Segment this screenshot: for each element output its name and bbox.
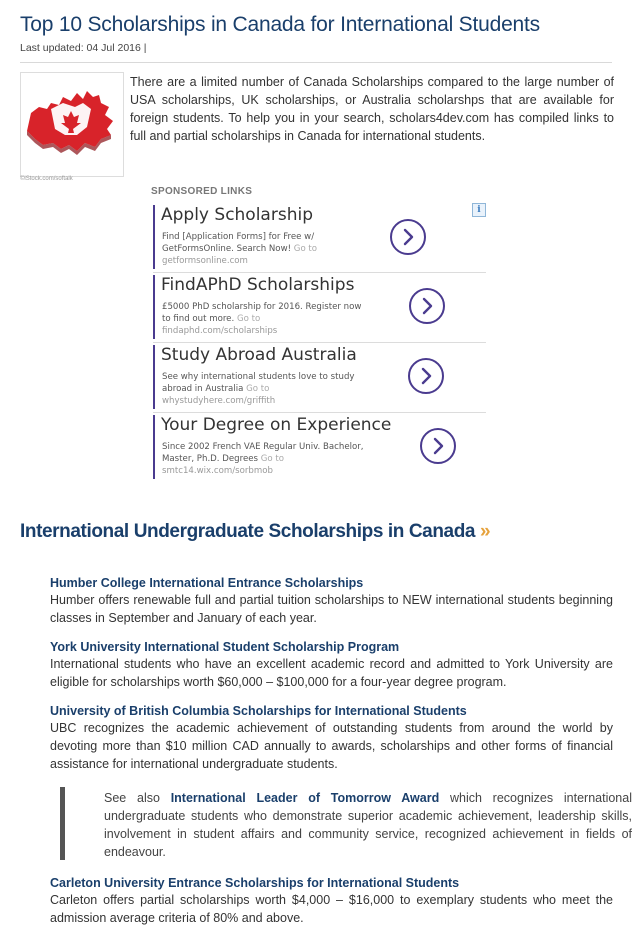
scholarship-link[interactable]: University of British Columbia Scholarships for International Students	[50, 704, 467, 718]
ad-item[interactable]	[153, 205, 488, 269]
scholarship-description: Humber offers renewable full and partial tuition scholarships to NEW international students beginning classes in September and January of each year.	[50, 593, 613, 625]
ad-url[interactable]: smtc14.wix.com/sorbmob	[162, 466, 273, 476]
scholarship-link[interactable]: York University International Student Scholarship Program	[50, 640, 400, 654]
ad-desc-line: £5000 PhD scholarship for 2016. Register now	[162, 302, 362, 312]
ad-desc-line: abroad in Australia	[162, 384, 244, 394]
ad-info-icon[interactable]: i	[472, 203, 486, 217]
scholarship-link[interactable]: Carleton University Entrance Scholarships for International Students	[50, 876, 460, 890]
ad-arrow-button[interactable]	[420, 428, 456, 464]
ad-url[interactable]: whystudyhere.com/griffith	[162, 396, 276, 406]
list-item	[50, 875, 613, 927]
scholarship-description: International students who have an excellent academic record and admitted to York University are eligible for scholarships worth $60,000 – $100,000 for a four-year degree program.	[50, 657, 613, 689]
ad-item[interactable]	[153, 345, 488, 409]
page-title: Top 10 Scholarships in Canada for International Students	[20, 13, 540, 36]
last-updated: Last updated: 04 Jul 2016 |	[20, 42, 147, 54]
ad-go-to: Go to	[246, 384, 270, 394]
ad-description	[162, 441, 364, 477]
ad-desc-line: See why international students love to study	[162, 372, 355, 382]
ad-arrow-button[interactable]	[409, 288, 445, 324]
chevron-right-icon	[401, 228, 415, 246]
ad-separator	[153, 342, 486, 343]
ad-item[interactable]	[153, 415, 488, 479]
ad-go-to: Go to	[260, 454, 285, 464]
chevron-right-icon	[419, 367, 433, 385]
ad-desc-line: Master, Ph.D. Degrees	[162, 454, 259, 464]
ad-desc-line: GetFormsOnline. Search Now!	[162, 244, 292, 254]
ad-separator	[153, 272, 486, 273]
see-also-quote	[60, 787, 632, 860]
quote-rest: which recognizes international undergraduate students who demonstrate superior academic achievement, leadership skills, involvement in student affairs and community service, recognized achievement in fields of endeavour.	[104, 791, 632, 859]
quote-prefix: See also	[104, 791, 160, 805]
sponsored-links-label: SPONSORED LINKS	[151, 186, 253, 197]
list-item	[50, 639, 613, 691]
section-title	[20, 521, 490, 543]
ad-arrow-button[interactable]	[390, 219, 426, 255]
canada-map-image	[20, 72, 124, 177]
ad-title[interactable]: Your Degree on Experience	[161, 415, 392, 435]
ad-url[interactable]: findaphd.com/scholarships	[162, 326, 278, 336]
leader-of-tomorrow-link[interactable]: International Leader of Tomorrow Award	[170, 791, 440, 805]
divider	[20, 62, 612, 63]
ad-separator	[153, 412, 486, 413]
ad-desc-line: to find out more.	[162, 314, 235, 324]
ad-description	[162, 371, 355, 407]
list-item	[50, 575, 613, 627]
image-credit: ©iStock.com/softalk	[20, 176, 73, 182]
canada-flag-map-icon	[21, 73, 123, 176]
intro-text: There are a limited number of Canada Scholarships compared to the large number of USA scholarships, UK scholarships, or Australia scholarshps that are available for foreign students. To help you in your search, scholars4dev.com has compiled links to full and partial scholarships in Canada for international students.	[130, 75, 614, 143]
quote-bar	[60, 787, 65, 860]
list-item	[50, 703, 613, 773]
ad-arrow-button[interactable]	[408, 358, 444, 394]
ad-desc-line: Since 2002 French VAE Regular Univ. Bachelor,	[162, 442, 364, 452]
scholarship-link[interactable]: Humber College International Entrance Scholarships	[50, 576, 364, 590]
ad-title[interactable]: FindAPhD Scholarships	[161, 275, 355, 295]
ad-desc-line: Find [Application Forms] for Free w/	[162, 232, 315, 242]
ad-description	[162, 231, 317, 267]
ad-go-to: Go to	[236, 314, 261, 324]
ad-item[interactable]	[153, 275, 488, 339]
scholarship-description: Carleton offers partial scholarships worth $4,000 – $16,000 to exemplary students who meet the admission average criteria of 80% and above.	[50, 893, 613, 925]
chevron-right-icon	[420, 297, 434, 315]
ad-title[interactable]: Apply Scholarship	[161, 205, 313, 225]
ad-go-to: Go to	[293, 244, 318, 254]
ad-url[interactable]: getformsonline.com	[162, 256, 248, 266]
section-title-text: International Undergraduate Scholarships in Canada	[20, 521, 476, 542]
ad-title[interactable]: Study Abroad Australia	[161, 345, 357, 365]
scholarship-description: UBC recognizes the academic achievement of outstanding students from around the world by devoting more than $10 million CAD annually to awards, scholarships and other forms of financial assistance for international undergraduate students.	[50, 721, 613, 771]
chevron-right-icon	[431, 437, 445, 455]
ad-description	[162, 301, 361, 337]
double-chevron-icon[interactable]: »	[479, 521, 491, 542]
quote-text	[104, 789, 632, 861]
